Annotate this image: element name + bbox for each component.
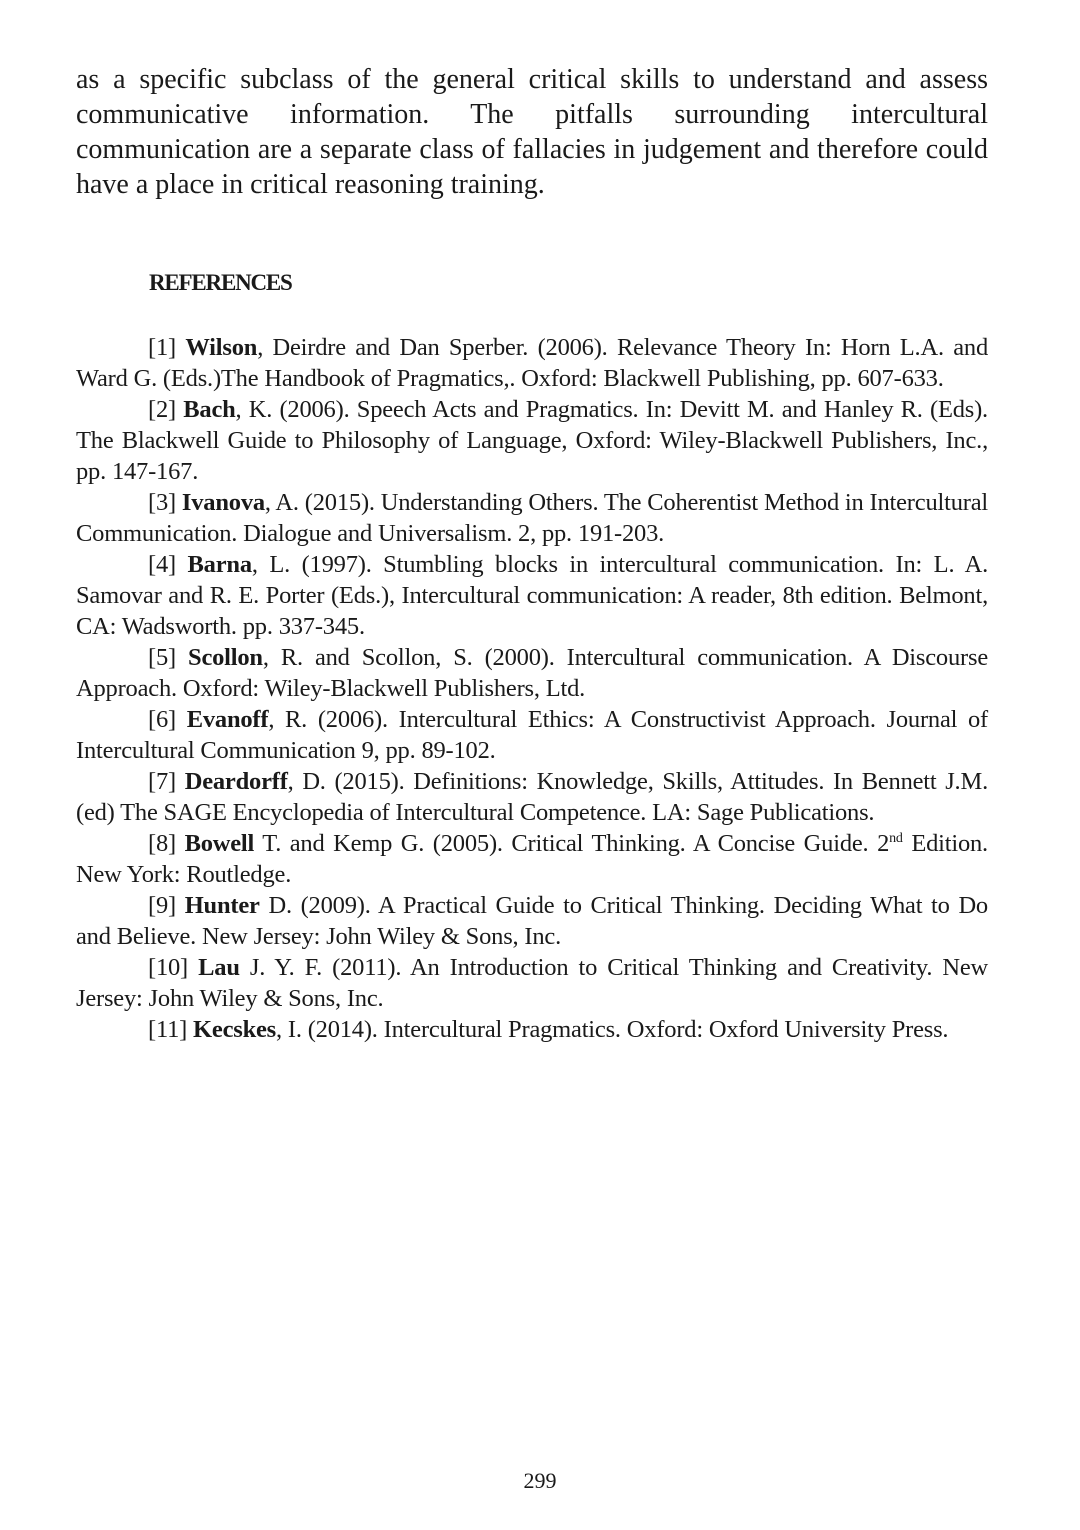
ordinal-superscript: nd: [889, 831, 903, 846]
reference-author: Ivanova: [181, 489, 265, 516]
reference-text: , Deirdre and Dan Sperber. (2006). Relevance Theory In: Horn L.A. and Ward G. (Eds.)The Handbook of Pragmatics,. Oxford: Blackwell Publishing, pp. 607-633.: [76, 334, 988, 392]
reference-number: [7]: [148, 768, 176, 795]
reference-item: [76, 1014, 988, 1045]
reference-item: [76, 332, 988, 394]
reference-text: , I. (2014). Intercultural Pragmatics. Oxford: Oxford University Press.: [276, 1016, 949, 1043]
reference-text: J. Y. F. (2011). An Introduction to Critical Thinking and Creativity. New Jersey: John Wiley & Sons, Inc.: [76, 954, 988, 1012]
reference-item: [76, 549, 988, 642]
reference-author: Hunter: [184, 892, 260, 919]
references-heading: REFERENCES: [149, 270, 292, 295]
reference-author: Scollon: [188, 644, 263, 671]
reference-author: Deardorff: [184, 768, 288, 795]
reference-number: [11]: [148, 1016, 188, 1043]
reference-item: [76, 704, 988, 766]
reference-number: [3]: [148, 489, 176, 516]
reference-item: [76, 394, 988, 487]
reference-number: [9]: [148, 892, 176, 919]
reference-item: [76, 487, 988, 549]
reference-number: [2]: [148, 396, 176, 423]
reference-number: [6]: [148, 706, 176, 733]
reference-text: , D. (2015). Definitions: Knowledge, Skills, Attitudes. In Bennett J.M. (ed) The SAGE Encyclopedia of Intercultural Competence. LA: Sage Publications.: [76, 768, 988, 826]
reference-author: Kecskes: [193, 1016, 277, 1043]
reference-text: , A. (2015). Understanding Others. The Coherentist Method in Intercultural Communication. Dialogue and Universalism. 2, pp. 191-203.: [76, 489, 988, 547]
reference-item: [76, 828, 988, 890]
reference-author: Bowell: [184, 830, 255, 857]
reference-text-continued: Edition. New York: Routledge.: [76, 830, 988, 888]
reference-number: [10]: [148, 954, 189, 981]
intro-paragraph: as a specific subclass of the general critical skills to understand and assess communicative information. The pitfalls surrounding intercultural communication are a separate class of fallacies in judgement and therefore could have a place in critical reasoning training.: [76, 64, 988, 200]
reference-author: Bach: [183, 396, 236, 423]
page-number: 299: [523, 1468, 557, 1493]
reference-number: [1]: [148, 334, 176, 361]
reference-item: [76, 766, 988, 828]
reference-item: [76, 890, 988, 952]
reference-text: , L. (1997). Stumbling blocks in intercultural communication. In: L. A. Samovar and R. E. Porter (Eds.), Intercultural communication: A reader, 8th edition. Belmont, CA: Wadsworth. pp. 337-345.: [76, 551, 988, 640]
reference-text: D. (2009). A Practical Guide to Critical Thinking. Deciding What to Do and Believe. New Jersey: John Wiley & Sons, Inc.: [76, 892, 988, 950]
reference-author: Evanoff: [186, 706, 269, 733]
reference-item: [76, 642, 988, 704]
reference-text: T. and Kemp G. (2005). Critical Thinking. A Concise Guide. 2: [254, 830, 890, 857]
reference-author: Lau: [198, 954, 240, 981]
reference-item: [76, 952, 988, 1014]
reference-text: , K. (2006). Speech Acts and Pragmatics. In: Devitt M. and Hanley R. (Eds). The Blackwell Guide to Philosophy of Language, Oxford: Wiley-Blackwell Publishers, Inc., pp. 147-167.: [76, 396, 988, 485]
reference-number: [5]: [148, 644, 176, 671]
reference-text: , R. and Scollon, S. (2000). Intercultural communication. A Discourse Approach. Oxford: Wiley-Blackwell Publishers, Ltd.: [76, 644, 988, 702]
reference-number: [4]: [148, 551, 176, 578]
reference-number: [8]: [148, 830, 176, 857]
reference-author: Barna: [187, 551, 252, 578]
reference-text: , R. (2006). Intercultural Ethics: A Constructivist Approach. Journal of Intercultural Communication 9, pp. 89-102.: [76, 706, 988, 764]
references-list: [76, 332, 988, 1045]
reference-author: Wilson: [185, 334, 258, 361]
